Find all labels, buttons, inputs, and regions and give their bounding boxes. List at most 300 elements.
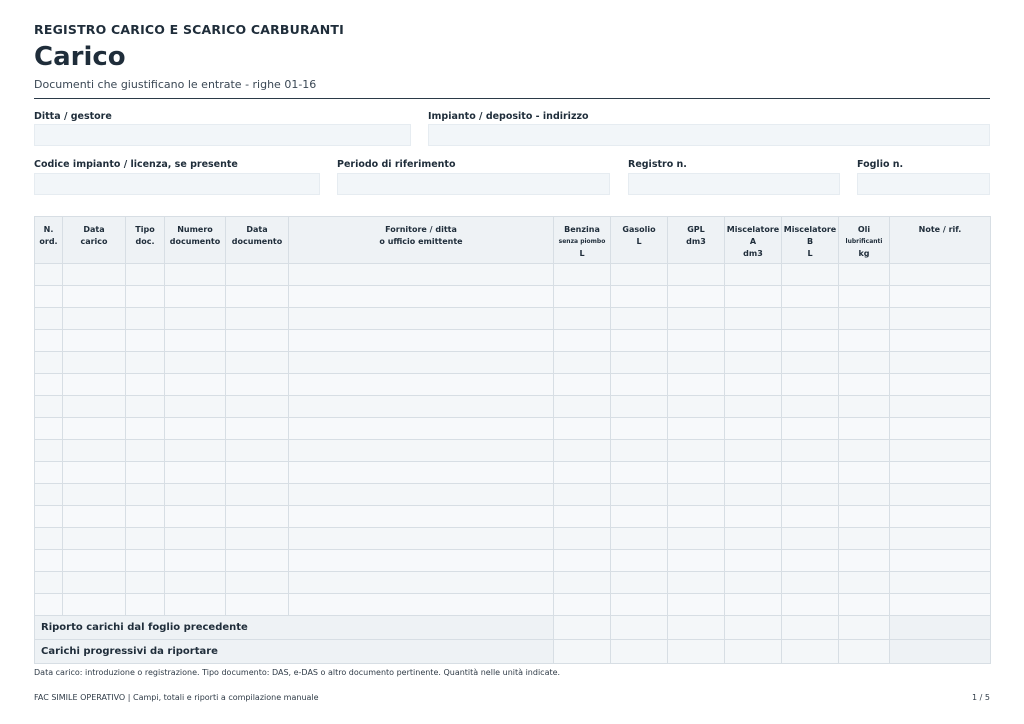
entry-cell[interactable] [725,462,782,484]
entry-cell[interactable] [782,484,839,506]
entry-cell[interactable] [126,374,165,396]
entry-cell[interactable] [890,374,991,396]
header-divider [34,98,990,99]
entry-cell[interactable] [554,330,611,352]
column-header-text: dm3 [743,249,763,258]
entry-cell[interactable] [725,352,782,374]
totals-cell[interactable] [668,616,725,640]
entry-cell[interactable] [554,286,611,308]
entry-cell[interactable] [782,374,839,396]
entry-cell[interactable] [668,594,725,616]
table-header-row [35,217,991,264]
entry-cell[interactable] [126,330,165,352]
entry-cell[interactable] [289,506,554,528]
entry-cell[interactable] [839,330,890,352]
column-header-text: Oli [857,225,871,234]
entry-cell[interactable] [839,484,890,506]
entry-cell[interactable] [63,396,126,418]
column-header [35,217,63,264]
entry-cell[interactable] [668,506,725,528]
entry-cell[interactable] [63,572,126,594]
entry-cell[interactable] [289,594,554,616]
totals-note-cell [890,640,991,664]
table-row [35,374,991,396]
entry-cell[interactable] [126,484,165,506]
entry-cell[interactable] [611,264,668,286]
entry-cell[interactable] [289,528,554,550]
entry-cell[interactable] [226,484,289,506]
registro-label: Registro n. [628,159,687,170]
entry-cell[interactable] [35,308,63,330]
entry-cell[interactable] [289,550,554,572]
entry-cell[interactable] [839,286,890,308]
column-header [165,217,226,264]
entry-cell[interactable] [165,396,226,418]
entry-cell[interactable] [126,264,165,286]
entry-cell[interactable] [63,440,126,462]
entry-cell[interactable] [226,418,289,440]
entry-cell[interactable] [165,484,226,506]
entry-cell[interactable] [35,572,63,594]
entry-cell[interactable] [35,330,63,352]
entry-cell[interactable] [165,528,226,550]
entry-cell[interactable] [890,528,991,550]
entry-cell[interactable] [782,330,839,352]
totals-cell[interactable] [725,640,782,664]
entry-cell[interactable] [890,352,991,374]
entry-cell[interactable] [668,528,725,550]
entry-cell[interactable] [35,352,63,374]
ditta-label: Ditta / gestore [34,111,112,122]
entry-cell[interactable] [668,264,725,286]
entry-cell[interactable] [226,572,289,594]
entry-cell[interactable] [126,506,165,528]
entry-cell[interactable] [165,286,226,308]
table-row [35,550,991,572]
entry-cell[interactable] [554,352,611,374]
entry-cell[interactable] [890,418,991,440]
column-header [126,217,165,264]
column-header-text: B [806,237,814,246]
entry-cell[interactable] [611,286,668,308]
entry-cell[interactable] [668,550,725,572]
entry-cell[interactable] [165,352,226,374]
entry-cell[interactable] [890,572,991,594]
column-header-text: L [807,249,813,258]
entry-cell[interactable] [226,528,289,550]
entry-cell[interactable] [725,484,782,506]
totals-cell[interactable] [668,640,725,664]
entry-cell[interactable] [63,352,126,374]
column-header-text: kg [858,249,870,258]
entry-cell[interactable] [668,352,725,374]
column-header-text: Tipo [135,225,155,234]
entry-cell[interactable] [782,396,839,418]
column-header-text: Data [83,225,105,234]
impianto-field[interactable] [428,124,990,146]
entry-cell[interactable] [668,440,725,462]
entry-cell[interactable] [165,572,226,594]
entry-cell[interactable] [668,418,725,440]
entry-cell[interactable] [289,330,554,352]
page-number: 1 / 5 [972,693,990,702]
entry-cell[interactable] [554,594,611,616]
entry-cell[interactable] [554,418,611,440]
entry-cell[interactable] [126,396,165,418]
totals-cell[interactable] [611,640,668,664]
entry-cell[interactable] [782,550,839,572]
entry-cell[interactable] [35,484,63,506]
table-row [35,440,991,462]
foglio-field[interactable] [857,173,990,195]
table-row [35,528,991,550]
entry-cell[interactable] [839,462,890,484]
entry-cell[interactable] [890,330,991,352]
entry-cell[interactable] [890,308,991,330]
column-header-text: lubrificanti [845,238,883,245]
table-row [35,264,991,286]
column-header-text: ord. [39,237,58,246]
column-header-text: Miscelatore [783,225,837,234]
column-header [668,217,725,264]
totals-label: Carichi progressivi da riportare [35,640,554,664]
entry-cell[interactable] [890,462,991,484]
entry-cell[interactable] [35,440,63,462]
column-header [226,217,289,264]
entry-cell[interactable] [725,506,782,528]
column-header-text: GPL [687,225,705,234]
table-row [35,352,991,374]
entry-cell[interactable] [611,528,668,550]
entry-cell[interactable] [63,374,126,396]
entry-cell[interactable] [63,550,126,572]
column-header-text: Gasolio [622,225,656,234]
entry-cell[interactable] [35,462,63,484]
codice-label: Codice impianto / licenza, se presente [34,159,238,170]
entry-cell[interactable] [782,462,839,484]
entry-cell[interactable] [839,550,890,572]
totals-row [35,640,991,664]
entry-cell[interactable] [839,528,890,550]
entry-cell[interactable] [890,506,991,528]
entry-cell[interactable] [668,286,725,308]
entry-cell[interactable] [289,396,554,418]
page-subtitle: Documenti che giustificano le entrate - righe 01-16 [34,78,317,91]
entry-cell[interactable] [126,528,165,550]
entry-cell[interactable] [126,352,165,374]
totals-cell[interactable] [782,616,839,640]
entry-cell[interactable] [839,572,890,594]
entry-cell[interactable] [226,396,289,418]
entry-cell[interactable] [165,594,226,616]
entry-cell[interactable] [668,462,725,484]
entry-cell[interactable] [226,374,289,396]
entry-cell[interactable] [226,440,289,462]
entry-cell[interactable] [890,550,991,572]
entry-cell[interactable] [35,594,63,616]
entry-cell[interactable] [35,506,63,528]
totals-cell[interactable] [725,616,782,640]
table-row [35,572,991,594]
footer-note: FAC SIMILE OPERATIVO | Campi, totali e riporti a compilazione manuale [34,693,319,702]
entry-cell[interactable] [554,462,611,484]
foglio-label: Foglio n. [857,159,904,170]
entry-cell[interactable] [35,418,63,440]
entry-cell[interactable] [63,528,126,550]
entry-cell[interactable] [35,264,63,286]
entry-cell[interactable] [782,440,839,462]
entry-cell[interactable] [890,286,991,308]
entry-cell[interactable] [289,440,554,462]
table-row [35,484,991,506]
column-header-text: Miscelatore [726,225,780,234]
entry-cell[interactable] [782,594,839,616]
entry-cell[interactable] [63,484,126,506]
entry-cell[interactable] [611,572,668,594]
impianto-label: Impianto / deposito - indirizzo [428,111,589,122]
entry-cell[interactable] [554,374,611,396]
entry-cell[interactable] [165,550,226,572]
entry-cell[interactable] [554,264,611,286]
entry-cell[interactable] [725,374,782,396]
entry-cell[interactable] [668,374,725,396]
table-row [35,330,991,352]
totals-label: Riporto carichi dal foglio precedente [35,616,554,640]
codice-field[interactable] [34,173,320,195]
entry-cell[interactable] [611,462,668,484]
table-row [35,506,991,528]
entry-cell[interactable] [839,396,890,418]
entry-cell[interactable] [611,418,668,440]
entry-cell[interactable] [611,396,668,418]
entry-cell[interactable] [839,352,890,374]
entry-cell[interactable] [63,308,126,330]
column-header [554,217,611,264]
column-header [63,217,126,264]
entry-cell[interactable] [35,374,63,396]
entry-cell[interactable] [839,418,890,440]
entry-cell[interactable] [289,352,554,374]
entry-cell[interactable] [782,308,839,330]
entry-cell[interactable] [226,550,289,572]
entry-cell[interactable] [890,440,991,462]
entry-cell[interactable] [668,308,725,330]
entry-cell[interactable] [289,572,554,594]
column-header-text: carico [80,237,108,246]
entry-cell[interactable] [782,286,839,308]
totals-cell[interactable] [554,616,611,640]
table-row [35,396,991,418]
table-row [35,594,991,616]
entry-cell[interactable] [668,330,725,352]
entry-cell[interactable] [226,352,289,374]
entry-cell[interactable] [554,308,611,330]
column-header-text: senza piombo [558,238,606,245]
entry-cell[interactable] [126,308,165,330]
column-header-text: N. [43,225,54,234]
entry-cell[interactable] [35,396,63,418]
entry-cell[interactable] [611,374,668,396]
entry-cell[interactable] [554,528,611,550]
footnote: Data carico: introduzione o registrazione. Tipo documento: DAS, e-DAS o altro documento pertinente. Quantità nelle unità indicate. [34,668,561,677]
entry-cell[interactable] [226,594,289,616]
entry-cell[interactable] [890,484,991,506]
entry-cell[interactable] [725,264,782,286]
entry-cell[interactable] [782,528,839,550]
entry-cell[interactable] [611,330,668,352]
entry-cell[interactable] [165,418,226,440]
entry-cell[interactable] [725,308,782,330]
periodo-label: Periodo di riferimento [337,159,456,170]
entry-cell[interactable] [725,594,782,616]
entry-cell[interactable] [890,594,991,616]
entry-cell[interactable] [611,440,668,462]
entry-cell[interactable] [35,528,63,550]
entry-cell[interactable] [226,506,289,528]
entry-cell[interactable] [725,396,782,418]
column-header-text: doc. [135,237,155,246]
ditta-field[interactable] [34,124,411,146]
column-header [890,217,991,264]
column-header-text: Fornitore / ditta [385,225,457,234]
entry-cell[interactable] [839,374,890,396]
entry-cell[interactable] [126,286,165,308]
entry-cell[interactable] [63,506,126,528]
entry-cell[interactable] [782,264,839,286]
column-header-text: dm3 [686,237,706,246]
column-header-text: L [579,249,585,258]
entry-cell[interactable] [611,308,668,330]
entry-cell[interactable] [890,264,991,286]
entry-cell[interactable] [725,528,782,550]
entry-cell[interactable] [554,506,611,528]
entry-cell[interactable] [63,264,126,286]
entry-cell[interactable] [126,572,165,594]
entry-cell[interactable] [782,352,839,374]
entry-cell[interactable] [126,440,165,462]
column-header-text: Benzina [564,225,600,234]
column-header [289,217,554,264]
entry-cell[interactable] [782,572,839,594]
entry-cell[interactable] [782,506,839,528]
entry-cell[interactable] [63,462,126,484]
entry-cell[interactable] [611,594,668,616]
entry-cell[interactable] [165,330,226,352]
entry-cell[interactable] [226,330,289,352]
entry-cell[interactable] [839,308,890,330]
entry-cell[interactable] [63,594,126,616]
entry-cell[interactable] [289,462,554,484]
column-header-text: Note / rif. [918,225,962,234]
table-row [35,418,991,440]
entry-cell[interactable] [611,352,668,374]
entry-cell[interactable] [165,374,226,396]
entry-cell[interactable] [165,308,226,330]
entry-cell[interactable] [165,506,226,528]
entry-cell[interactable] [668,572,725,594]
entry-cell[interactable] [126,550,165,572]
entry-cell[interactable] [289,264,554,286]
column-header-text: documento [231,237,283,246]
periodo-field[interactable] [337,173,610,195]
entry-cell[interactable] [35,550,63,572]
column-header-text: Data [246,225,268,234]
column-header [611,217,668,264]
entry-cell[interactable] [554,572,611,594]
entry-cell[interactable] [63,330,126,352]
entry-cell[interactable] [226,308,289,330]
entry-cell[interactable] [126,462,165,484]
table-row [35,462,991,484]
entry-cell[interactable] [668,396,725,418]
entry-cell[interactable] [126,594,165,616]
column-header [782,217,839,264]
entry-cell[interactable] [165,264,226,286]
entry-cell[interactable] [554,484,611,506]
totals-cell[interactable] [611,616,668,640]
entry-cell[interactable] [839,440,890,462]
entry-cell[interactable] [668,484,725,506]
entry-cell[interactable] [725,572,782,594]
totals-cell[interactable] [782,640,839,664]
entry-cell[interactable] [725,286,782,308]
entry-cell[interactable] [165,462,226,484]
entry-cell[interactable] [725,418,782,440]
entry-cell[interactable] [226,462,289,484]
registro-field[interactable] [628,173,840,195]
entry-cell[interactable] [890,396,991,418]
column-header-text: A [749,237,757,246]
entry-cell[interactable] [611,484,668,506]
table-row [35,308,991,330]
entry-cell[interactable] [611,506,668,528]
document-kicker: REGISTRO CARICO E SCARICO CARBURANTI [34,22,344,37]
entry-cell[interactable] [165,440,226,462]
entry-cell[interactable] [554,396,611,418]
column-header [725,217,782,264]
entry-cell[interactable] [289,418,554,440]
entry-cell[interactable] [289,286,554,308]
entry-cell[interactable] [63,286,126,308]
entry-cell[interactable] [611,550,668,572]
totals-cell[interactable] [839,616,890,640]
entry-cell[interactable] [554,550,611,572]
column-header-text: o ufficio emittente [379,237,463,246]
entry-cell[interactable] [725,330,782,352]
entry-cell[interactable] [725,440,782,462]
totals-cell[interactable] [839,640,890,664]
entry-cell[interactable] [839,506,890,528]
entry-cell[interactable] [782,418,839,440]
column-header-text: documento [169,237,221,246]
entry-cell[interactable] [226,286,289,308]
entry-cell[interactable] [126,418,165,440]
entry-cell[interactable] [289,484,554,506]
entry-cell[interactable] [839,264,890,286]
column-header-text: L [636,237,642,246]
entry-cell[interactable] [35,286,63,308]
entry-cell[interactable] [289,374,554,396]
entry-cell[interactable] [63,418,126,440]
entry-cell[interactable] [226,264,289,286]
totals-cell[interactable] [554,640,611,664]
entry-cell[interactable] [725,550,782,572]
entry-cell[interactable] [839,594,890,616]
column-header-text: Numero [177,225,213,234]
totals-note-cell [890,616,991,640]
entry-cell[interactable] [554,440,611,462]
entry-cell[interactable] [289,308,554,330]
